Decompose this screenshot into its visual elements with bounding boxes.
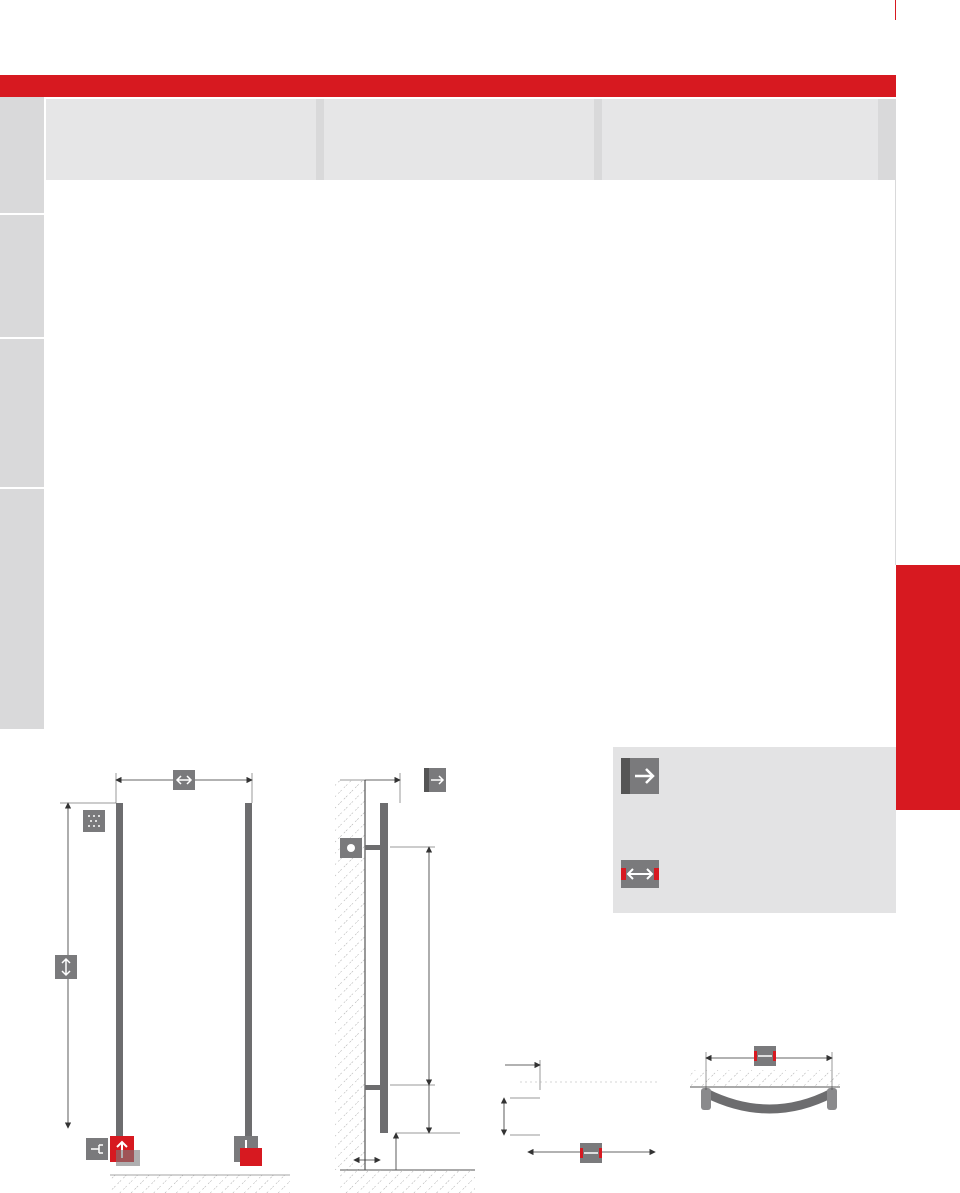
width-small-icon xyxy=(173,770,195,790)
side-depth-icon xyxy=(424,768,446,792)
radiator-left-rail xyxy=(116,803,123,1143)
radiator-top-view xyxy=(504,1060,660,1163)
radiator-side-view xyxy=(335,780,388,1170)
radiator-right-rail xyxy=(245,803,252,1143)
connection-left-icon xyxy=(86,1136,140,1166)
radiator-curved-top-view xyxy=(690,1046,840,1110)
height-small-icon xyxy=(55,955,77,979)
spacing-icon xyxy=(83,810,105,832)
connection-right-icon xyxy=(234,1136,262,1166)
radiator-front-view xyxy=(116,803,252,1143)
